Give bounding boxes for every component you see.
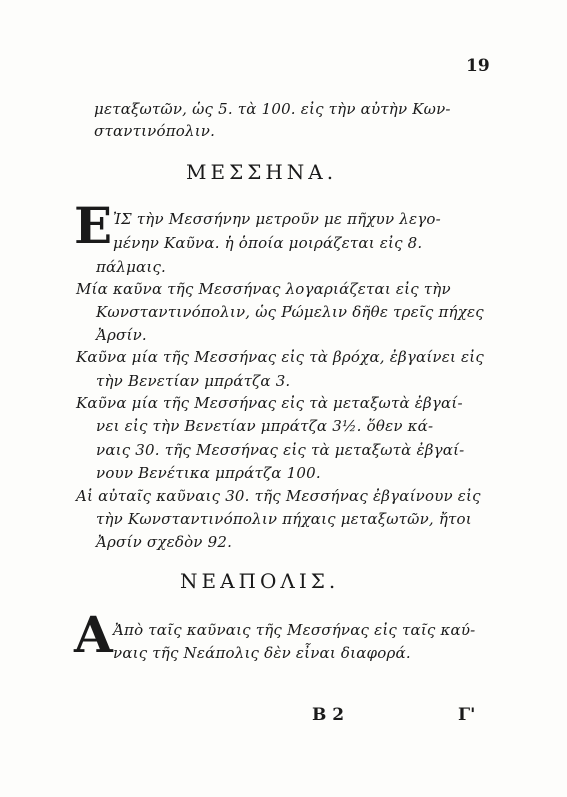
section-heading-napoli: ΝΕΑΠΟΛΙΣ. (180, 569, 340, 593)
messina-p5-line-2: τὴν Κωνσταντινόπολιν πήχαις μεταξωτῶν, ἤτοι (96, 510, 472, 528)
messina-p2-line-2: Κωνσταντινόπολιν, ὡς Ρ̕ώμελιν δῆθε τρεῖς πήχες (96, 303, 484, 321)
messina-p1-line-3: πάλμαις. (96, 258, 167, 276)
section-heading-messina: ΜΕΣΣΗΝΑ. (186, 160, 338, 184)
messina-p4-line-4: νουν Βενέτικα μπράτζα 100. (96, 464, 321, 482)
messina-p1-line-2: μένην Καῦνα. ἡ ὁποία μοιράζεται εἰς 8. (113, 234, 423, 252)
drop-cap-messina: Ε (74, 196, 113, 255)
messina-p4-line-3: ναις 30. τῆς Μεσσήνας εἰς τὰ μεταξωτὰ ἐβγαί- (96, 441, 465, 459)
messina-p5-line-1: Αἱ αὐταῖς καῦναις 30. τῆς Μεσσήνας ἐβγαίνουν εἰς (76, 487, 481, 505)
messina-p3-line-1: Καῦνα μία τῆς Μεσσήνας εἰς τὰ βρόχα, ἐβγαίνει εἰς (76, 348, 484, 366)
napoli-p1-line-2: ναις τῆς Νεάπολις δὲν εἶναι διαφορά. (113, 644, 411, 662)
page-number: 19 (466, 56, 490, 76)
napoli-p1-line-1: Ἀπὸ ταῖς καῦναις τῆς Μεσσήνας εἰς ταῖς καύ- (113, 621, 476, 639)
intro-line-1: μεταξωτῶν, ὡς 5. τὰ 100. εἰς τὴν αὐτὴν Κων- (94, 100, 451, 118)
messina-p1-line-1: ἸΣ τὴν Μεσσήνην μετροῦν με πῆχυν λεγο- (113, 210, 441, 228)
messina-p4-line-1: Καῦνα μία τῆς Μεσσήνας εἰς τὰ μεταξωτὰ ἐβγαί- (76, 394, 463, 412)
messina-p2-line-3: Ἀρσίν. (96, 326, 147, 344)
catchword: Γ' (458, 705, 476, 725)
messina-p3-line-2: τὴν Βενετίαν μπράτζα 3. (96, 372, 291, 390)
messina-p4-line-2: νει εἰς τὴν Βενετίαν μπράτζα 3½. ὅθεν κά- (96, 417, 434, 435)
intro-line-2: σταντινόπολιν. (94, 122, 216, 140)
drop-cap-napoli: Α (74, 605, 113, 664)
messina-p2-line-1: Μία καῦνα τῆς Μεσσήνας λογαριάζεται εἰς τὴν (76, 280, 451, 298)
messina-p5-line-3: Ἀρσίν σχεδὸν 92. (96, 533, 233, 551)
signature-mark: Β 2 (312, 705, 345, 725)
